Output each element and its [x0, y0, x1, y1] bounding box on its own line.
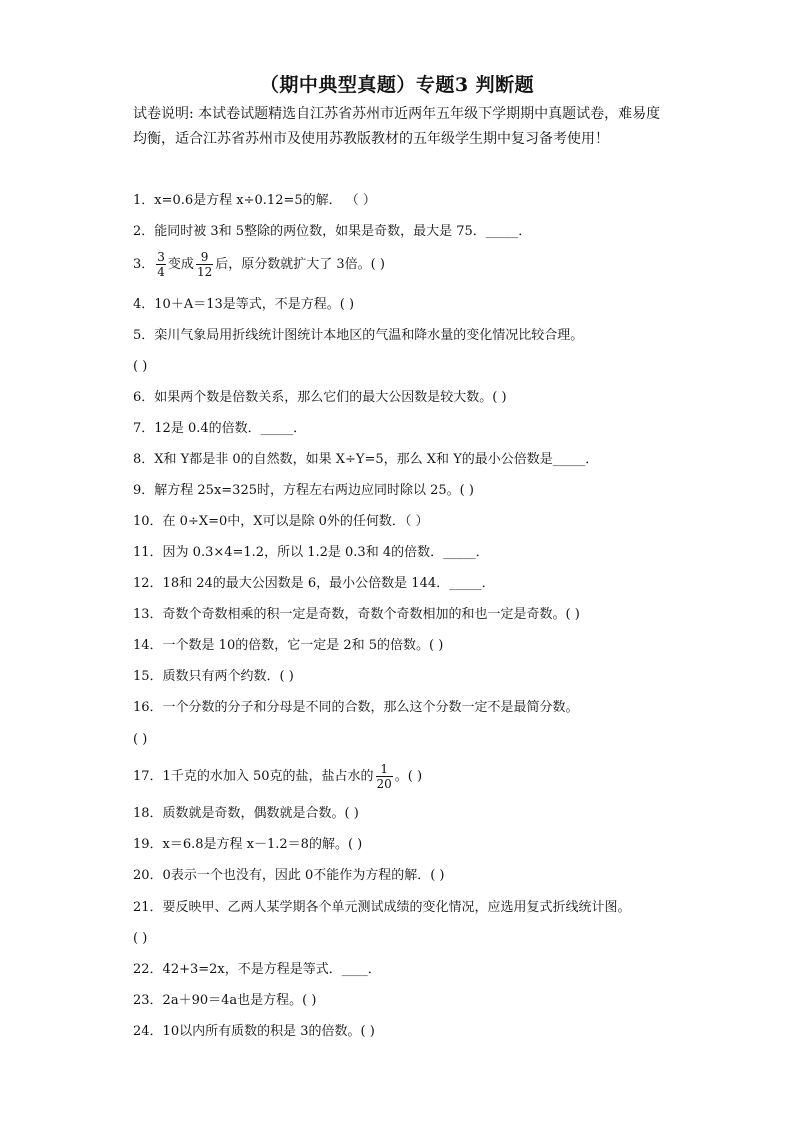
- question-7: 7．12是 0.4的倍数．_____．: [133, 421, 307, 436]
- question-5-answer: ( ): [133, 359, 148, 374]
- exam-intro: 试卷说明: 本试卷试题精选自江苏省苏州市近两年五年级下学期期中真题试卷，难易度均衡，适合江苏省苏州市及使用苏教版教材的五年级学生期中复习备考使用！: [133, 106, 661, 147]
- question-15: 15．质数只有两个约数．( ): [133, 669, 294, 684]
- question-12: 12．18和 24的最大公因数是 6，最小公倍数是 144．_____．: [133, 576, 495, 591]
- question-6: 6．如果两个数是倍数关系，那么它们的最大公因数是较大数。( ): [133, 390, 507, 405]
- question-17-prefix: 17．1千克的水加入 50克的盐，盐占水的: [133, 769, 374, 784]
- question-17-suffix: 。( ): [394, 769, 423, 784]
- question-4: 4．10＋A＝13是等式，不是方程。( ): [133, 297, 355, 312]
- question-2: 2．能同时被 3和 5整除的两位数，如果是奇数，最大是 75．_____．: [133, 224, 532, 239]
- question-19: 19．x＝6.8是方程 x－1.2＝8的解。( ): [133, 837, 363, 852]
- fraction-1-20: [376, 762, 393, 791]
- question-11: 11．因为 0.3×4=1.2，所以 1.2是 0.3和 4的倍数．_____．: [133, 545, 489, 560]
- fraction-3-4: [156, 250, 166, 279]
- question-16: 16．一个分数的分子和分母是不同的合数，那么这个分数一定不是最简分数。: [133, 700, 579, 715]
- fraction-denominator: 12: [196, 265, 213, 279]
- question-13: 13．奇数个奇数相乘的积一定是奇数，奇数个奇数相加的和也一定是奇数。( ): [133, 607, 580, 622]
- question-22: 22．42+3=2x，不是方程是等式．____．: [133, 962, 381, 977]
- question-3-mid: 变成: [167, 257, 194, 272]
- question-21: 21．要反映甲、乙两人某学期各个单元测试成绩的变化情况，应选用复式折线统计图。: [133, 900, 631, 915]
- question-23: 23．2a＋90＝4a也是方程。( ): [133, 993, 317, 1008]
- question-5: 5．栾川气象局用折线统计图统计本地区的气温和降水量的变化情况比较合理。: [133, 328, 584, 343]
- question-17: [133, 762, 422, 791]
- question-9: 9．解方程 25x=325时，方程左右两边应同时除以 25。( ): [133, 483, 474, 498]
- question-3-suffix: 后，原分数就扩大了 3倍。( ): [215, 257, 385, 272]
- question-24: 24．10以内所有质数的积是 3的倍数。( ): [133, 1024, 375, 1039]
- question-10: 10．在 0÷X=0中，X可以是除 0外的任何数．（ ）: [133, 514, 429, 529]
- fraction-numerator: 1: [380, 762, 388, 776]
- question-1: 1．x=0.6是方程 x÷0.12=5的解． （ ）: [133, 193, 376, 208]
- question-14: 14．一个数是 10的倍数，它一定是 2和 5的倍数。( ): [133, 638, 444, 653]
- question-3-prefix: 3．: [133, 257, 155, 272]
- question-3: [133, 250, 385, 279]
- fraction-denominator: 20: [376, 777, 392, 791]
- question-18: 18．质数就是奇数，偶数就是合数。( ): [133, 806, 359, 821]
- question-21-answer: ( ): [133, 931, 148, 946]
- question-20: 20．0表示一个也没有，因此 0不能作为方程的解．( ): [133, 868, 445, 883]
- page-title: （期中典型真题）专题3 判断题: [259, 74, 535, 96]
- question-8: 8．X和 Y都是非 0的自然数，如果 X÷Y=5，那么 X和 Y的最小公倍数是_____．: [133, 452, 599, 467]
- fraction-numerator: 9: [200, 250, 209, 264]
- fraction-numerator: 3: [157, 250, 165, 264]
- fraction-9-12: [196, 250, 213, 279]
- fraction-denominator: 4: [157, 265, 165, 279]
- question-16-answer: ( ): [133, 732, 148, 747]
